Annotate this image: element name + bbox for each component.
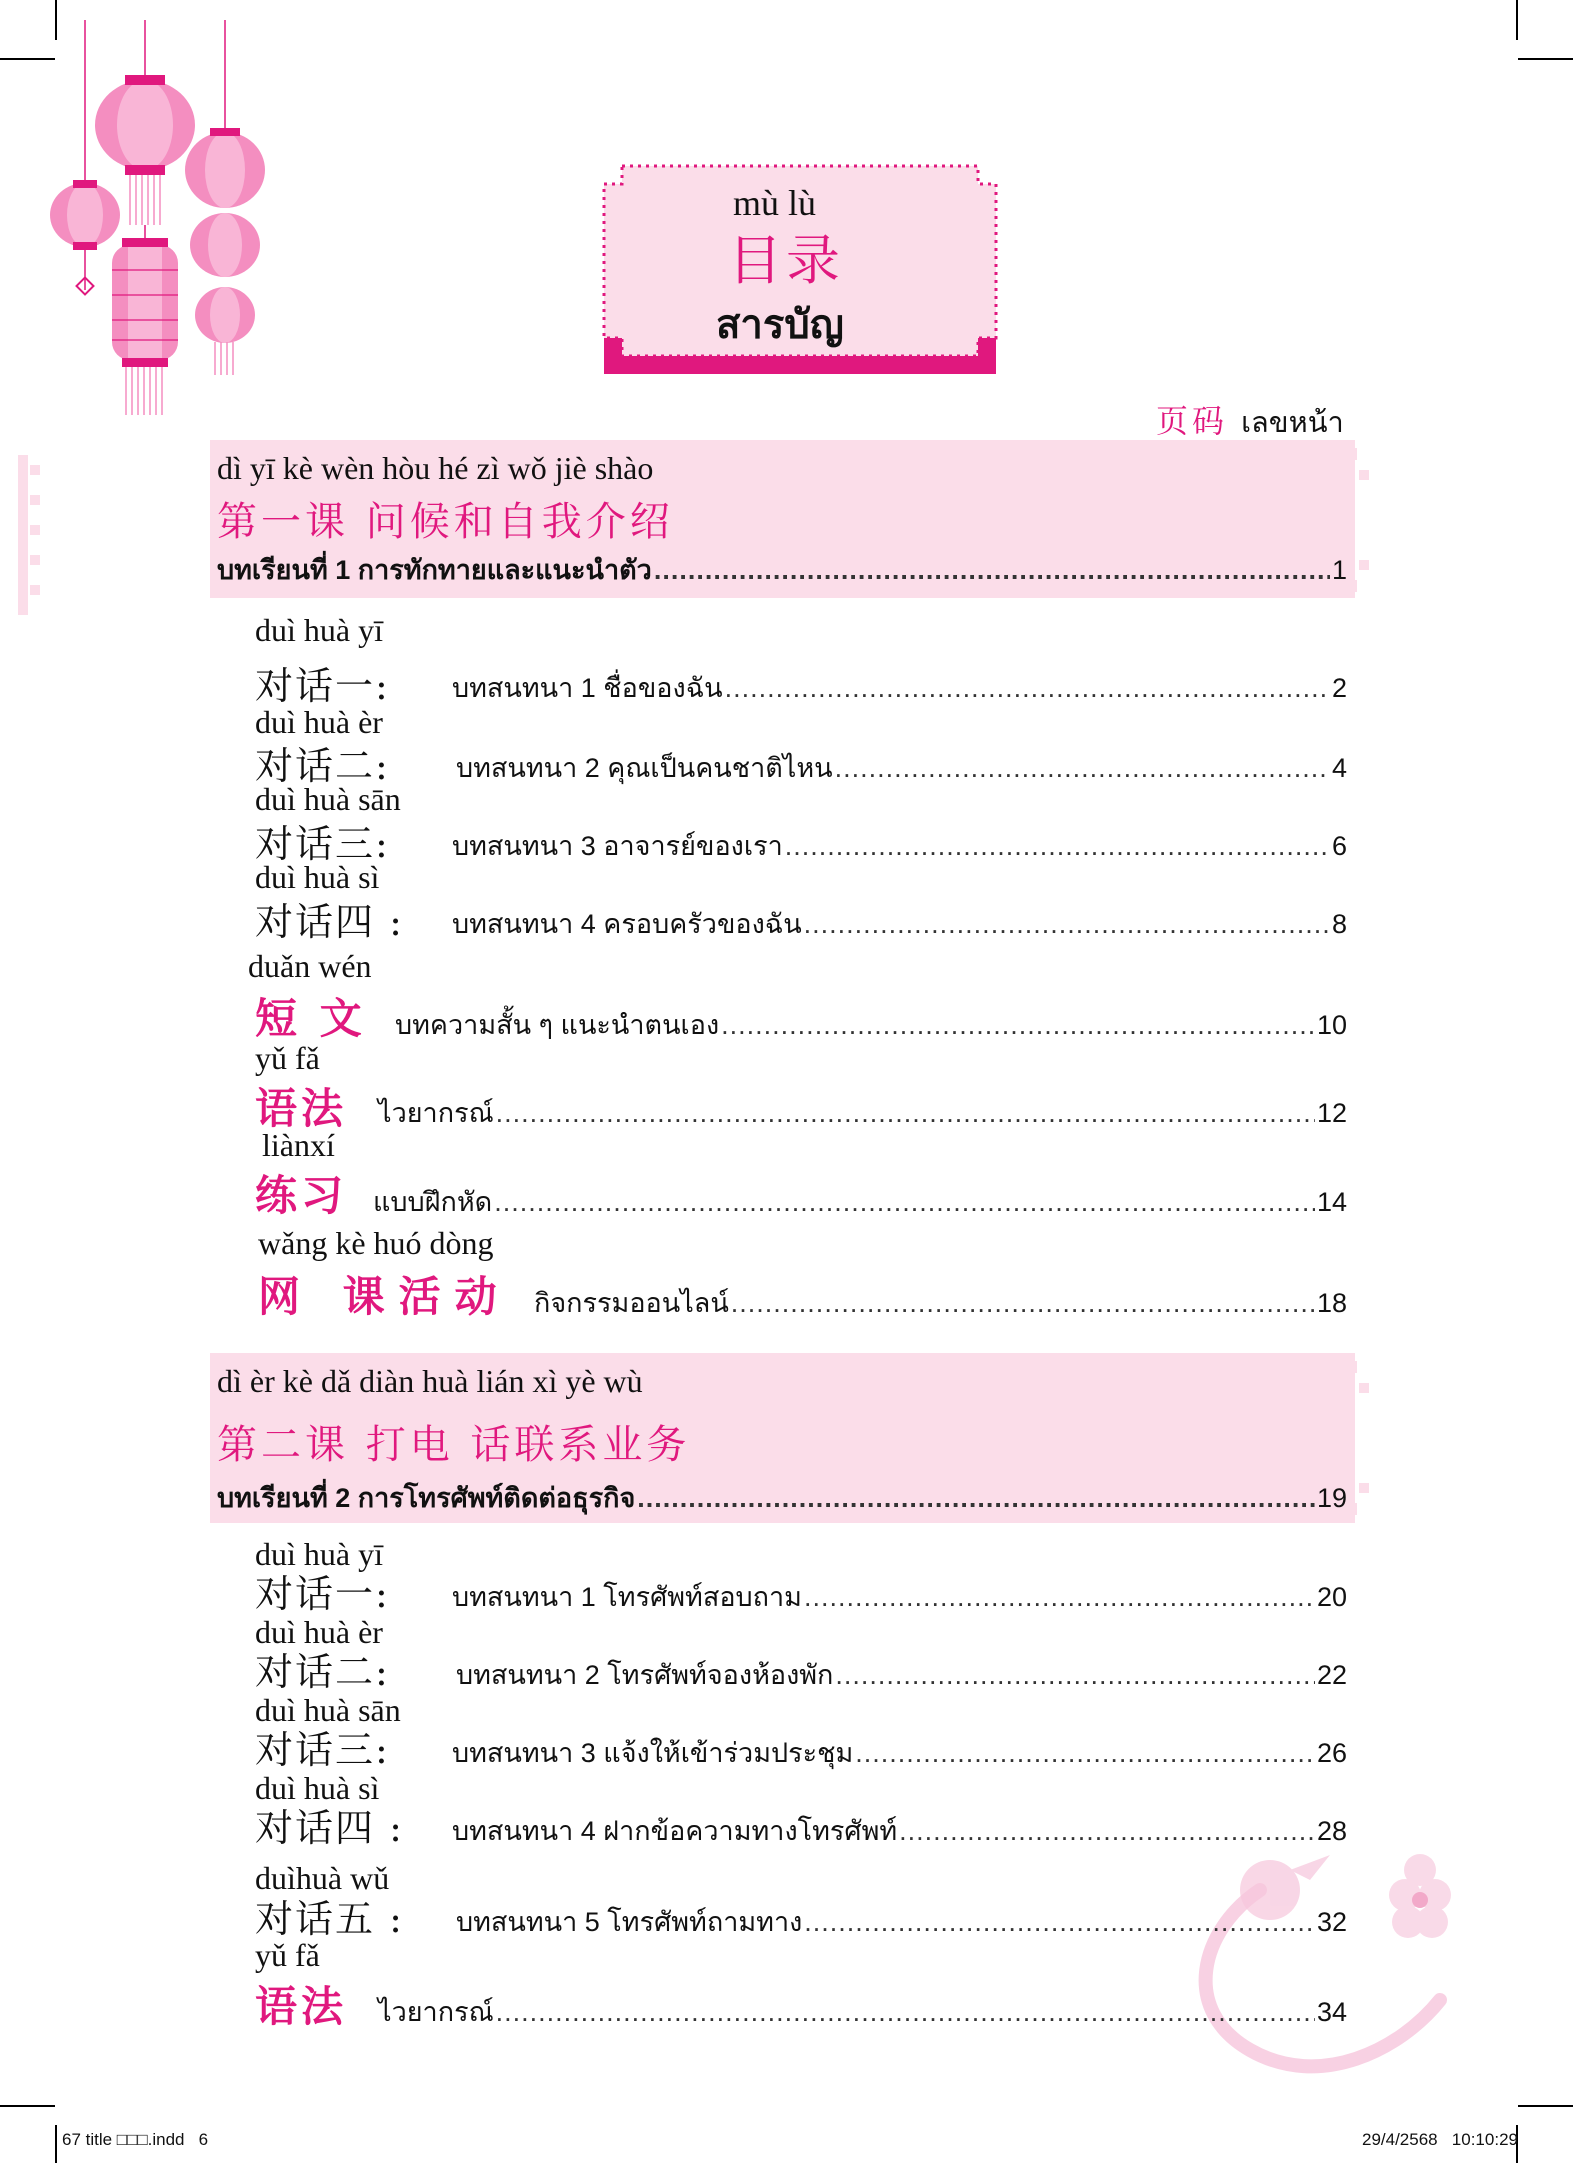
item-hanzi: 语法	[255, 1982, 348, 2031]
page-number: 14	[1316, 1187, 1347, 1217]
item-thai: แบบฝึกหัด	[373, 1187, 493, 1217]
lesson-pinyin: dì yī kè wèn hòu hé zì wǒ jiè shào	[217, 450, 654, 486]
toc-entry[interactable]	[395, 1003, 1347, 1046]
item-hanzi: 对话三:	[255, 1728, 390, 1772]
item-thai: บทสนทนา 5 โทรศัพท์ถามทาง	[456, 1907, 803, 1937]
item-thai: บทสนทนา 2 โทรศัพท์จองห้องพัก	[456, 1660, 834, 1690]
toc-entry[interactable]	[534, 1281, 1347, 1324]
item-hanzi: 对话一:	[255, 1572, 390, 1616]
item-hanzi: 对话三:	[255, 822, 390, 866]
toc-entry[interactable]	[452, 1575, 1347, 1618]
toc-entry[interactable]	[378, 1091, 1347, 1134]
page-number: 8	[1331, 909, 1347, 939]
item-hanzi: 练习	[255, 1171, 348, 1220]
item-hanzi: 对话四 :	[255, 1806, 404, 1850]
lesson-title-row[interactable]	[217, 548, 1347, 591]
page-number: 19	[1316, 1483, 1347, 1513]
lesson-pinyin: dì èr kè dǎ diàn huà lián xì yè wù	[217, 1363, 643, 1399]
item-hanzi: 语法	[255, 1084, 348, 1133]
toc-entry[interactable]	[456, 1653, 1347, 1696]
page-label-cn: 页码	[1156, 402, 1229, 440]
lesson-thai: บทเรียนที่ 1 การทักทายและแนะนำตัว	[217, 555, 652, 585]
item-hanzi: 短 文	[255, 994, 366, 1043]
dragon-watermark-icon	[1140, 1850, 1520, 2120]
item-thai: บทสนทนา 2 คุณเป็นคนชาติไหน	[456, 753, 833, 783]
page-number-label	[1156, 396, 1344, 445]
title-pinyin: mù lù	[733, 183, 817, 223]
item-thai: บทสนทนา 4 ฝากข้อความทางโทรศัพท์	[452, 1816, 898, 1846]
lantern-decoration-icon	[40, 20, 290, 420]
page-number: 6	[1331, 831, 1347, 861]
band-corner-icon	[1345, 440, 1375, 600]
item-pinyin: duì huà èr	[255, 704, 383, 740]
lesson-title-row[interactable]	[217, 1476, 1347, 1519]
footer-file: 67 title □□□.indd 6	[62, 2130, 209, 2149]
item-pinyin: yǔ fǎ	[255, 1937, 320, 1973]
toc-entry[interactable]	[452, 824, 1347, 867]
item-pinyin: duǎn wén	[248, 948, 372, 984]
page-number: 34	[1316, 1997, 1347, 2027]
item-thai: บทสนทนา 3 แจ้งให้เข้าร่วมประชุม	[452, 1738, 854, 1768]
item-thai: ไวยากรณ์	[378, 1098, 494, 1128]
page-number: 4	[1331, 753, 1347, 783]
item-pinyin: duì huà yī	[255, 1536, 383, 1572]
toc-entry[interactable]	[456, 746, 1347, 789]
side-pattern-icon	[18, 455, 48, 615]
lesson-thai: บทเรียนที่ 2 การโทรศัพท์ติดต่อธุรกิจ	[217, 1483, 636, 1513]
page-number: 26	[1316, 1738, 1347, 1768]
item-pinyin: duì huà èr	[255, 1614, 383, 1650]
item-hanzi: 对话五 :	[255, 1897, 404, 1941]
item-pinyin: duì huà sì	[255, 1770, 380, 1806]
page-number: 28	[1316, 1816, 1347, 1846]
item-thai: บทความสั้น ๆ แนะนำตนเอง	[395, 1010, 720, 1040]
toc-entry[interactable]	[378, 1990, 1347, 2033]
item-pinyin: duìhuà wǔ	[255, 1860, 390, 1896]
item-pinyin: duì huà yī	[255, 612, 383, 648]
toc-entry[interactable]	[456, 1900, 1347, 1943]
page-number: 10	[1316, 1010, 1347, 1040]
item-thai: บทสนทนา 4 ครอบครัวของฉัน	[452, 909, 802, 939]
item-hanzi: 对话一:	[255, 664, 390, 708]
item-pinyin: yǔ fǎ	[255, 1040, 320, 1076]
page-number: 18	[1316, 1288, 1347, 1318]
title-hanzi: 目录	[728, 229, 844, 292]
page-number: 32	[1316, 1907, 1347, 1937]
page-number: 1	[1331, 555, 1347, 585]
crop-mark	[1516, 0, 1518, 40]
item-thai: บทสนทนา 1 โทรศัพท์สอบถาม	[452, 1582, 802, 1612]
crop-mark	[0, 2105, 55, 2107]
toc-entry[interactable]	[452, 666, 1347, 709]
item-thai: กิจกรรมออนไลน์	[534, 1288, 729, 1318]
item-pinyin: liànxí	[262, 1127, 335, 1163]
band-corner-icon	[1345, 1353, 1375, 1523]
toc-entry[interactable]	[452, 1731, 1347, 1774]
item-thai: ไวยากรณ์	[378, 1997, 494, 2027]
crop-mark	[1518, 2105, 1573, 2107]
toc-entry[interactable]	[452, 902, 1347, 945]
footer-datetime: 29/4/2568 10:10:29	[1362, 2130, 1518, 2149]
lesson-hanzi: 第一课 问候和自我介绍	[217, 499, 674, 545]
page-number: 20	[1316, 1582, 1347, 1612]
page-number: 12	[1316, 1098, 1347, 1128]
item-pinyin: duì huà sì	[255, 859, 380, 895]
page-label-th: เลขหน้า	[1241, 407, 1344, 439]
lesson-hanzi: 第二课 打电 话联系业务	[217, 1422, 691, 1468]
item-pinyin: duì huà sān	[255, 781, 401, 817]
crop-mark	[55, 2125, 57, 2163]
item-pinyin: duì huà sān	[255, 1692, 401, 1728]
item-hanzi: 对话四 :	[255, 900, 404, 944]
page-number: 2	[1331, 673, 1347, 703]
title-thai: สารบัญ	[716, 303, 844, 347]
item-thai: บทสนทนา 1 ชื่อของฉัน	[452, 673, 723, 703]
item-hanzi: 对话二:	[255, 1650, 390, 1694]
page-number: 22	[1316, 1660, 1347, 1690]
crop-mark	[1518, 58, 1573, 60]
toc-entry[interactable]	[373, 1180, 1347, 1223]
item-hanzi: 网 课活动	[258, 1272, 511, 1321]
item-hanzi: 对话二:	[255, 744, 390, 788]
toc-entry[interactable]	[452, 1809, 1347, 1852]
item-pinyin: wǎng kè huó dòng	[258, 1225, 494, 1261]
item-thai: บทสนทนา 3 อาจารย์ของเรา	[452, 831, 783, 861]
